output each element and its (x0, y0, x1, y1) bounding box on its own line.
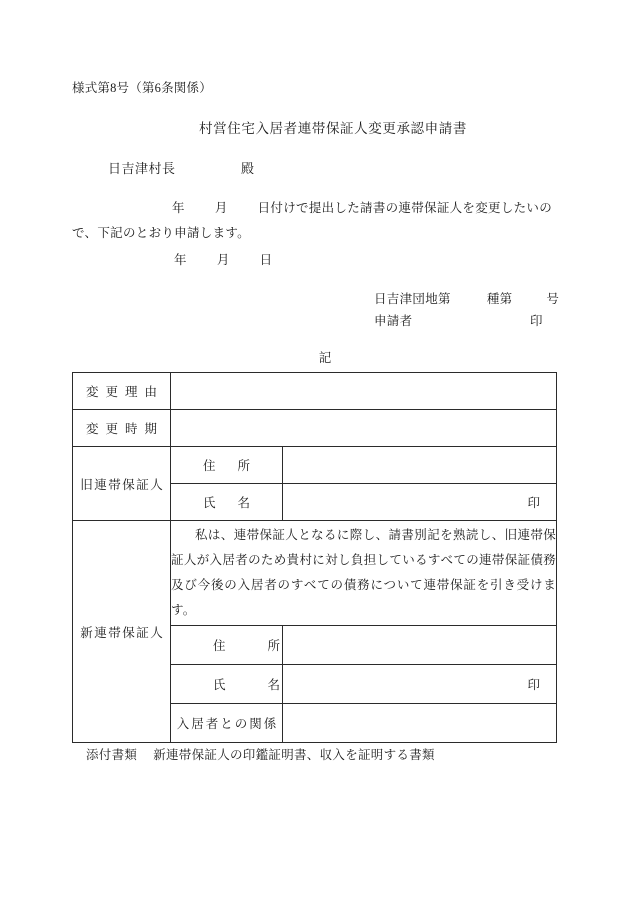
document-title: 村営住宅入居者連帯保証人変更承認申請書 (199, 121, 467, 136)
new-guarantor-address-label: 住所 (171, 626, 283, 665)
day-label: 日付けで提出した請書の連帯保証人を変更したいので、下記の (72, 201, 553, 240)
new-guarantor-label: 新連帯保証人 (73, 521, 171, 743)
table-row-change-time (73, 410, 557, 447)
new-guarantor-relationship-value[interactable] (283, 704, 557, 743)
applicant-block (374, 288, 559, 332)
old-guarantor-name-value[interactable] (283, 484, 557, 521)
form-number: 様式第8号（第6条関係） (72, 81, 212, 95)
new-guarantor-name-label: 氏名 (171, 665, 283, 704)
attachments-value: 新連帯保証人の印鑑証明書、収入を証明する書類 (153, 748, 435, 762)
addressee-name: 日吉津村長 (108, 161, 176, 176)
attachments-label: 添付書類 (86, 748, 138, 762)
record-marker: 記 (318, 351, 332, 365)
date-month-label: 月 (216, 253, 230, 267)
applicant-label: 申請者 (374, 314, 413, 328)
change-reason-label: 変更理由 (73, 373, 171, 410)
estate-number-row (374, 288, 559, 310)
submission-date-line (144, 250, 272, 268)
table-row-old-guarantor-address (73, 447, 557, 484)
change-time-label: 変更時期 (73, 410, 171, 447)
addressee-line (108, 158, 255, 177)
body-paragraph (72, 196, 556, 246)
estate-type-label: 種第 (486, 292, 513, 306)
new-guarantor-address-value[interactable] (283, 626, 557, 665)
date-year-label: 年 (174, 253, 187, 267)
closing-label: とおり申請します。 (135, 226, 250, 240)
change-reason-value[interactable] (171, 373, 557, 410)
month-label: 月 (214, 201, 228, 215)
estate-number-label: 号 (546, 292, 560, 306)
date-day-label: 日 (259, 253, 273, 267)
old-guarantor-name-label: 氏名 (171, 484, 283, 521)
table-row-new-guarantor-pledge (73, 521, 557, 626)
new-guarantor-relationship-label: 入居者との関係 (171, 704, 283, 743)
new-guarantor-pledge-text: 私は、連帯保証人となるに際し、請書別記を熟読し、旧連帯保証人が入居者のため貴村に対し負担しているすべての連帯保証債務及び今後の入居者のすべての債務について連帯保証を引き受けます。 (171, 521, 557, 626)
addressee-honorific: 殿 (241, 161, 255, 176)
applicant-seal-icon: 印 (530, 314, 543, 328)
year-label: 年 (172, 201, 185, 215)
new-guarantor-name-value[interactable] (283, 665, 557, 704)
old-guarantor-address-value[interactable] (283, 447, 557, 484)
estate-label: 日吉津団地第 (374, 292, 451, 306)
old-guarantor-label: 旧連帯保証人 (73, 447, 171, 521)
application-table (72, 372, 557, 743)
new-guarantor-seal-icon: 印 (527, 678, 540, 692)
change-time-value[interactable] (171, 410, 557, 447)
old-guarantor-address-label: 住所 (171, 447, 283, 484)
applicant-name-row (374, 310, 559, 332)
attachments-line (86, 745, 435, 763)
table-row-change-reason (73, 373, 557, 410)
old-guarantor-seal-icon: 印 (527, 496, 540, 510)
